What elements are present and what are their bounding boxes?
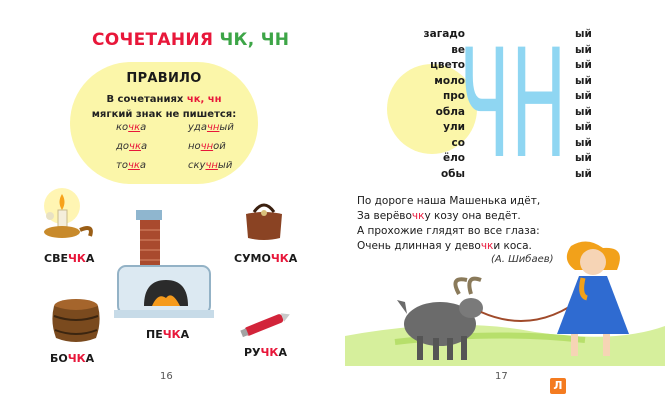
word-parts-column xyxy=(405,28,465,183)
example-left: дочка xyxy=(116,141,148,152)
example-left: кочка xyxy=(116,122,147,133)
title-combo: ЧК, ЧН xyxy=(219,30,290,50)
big-letters-chn xyxy=(455,28,571,168)
example-left: точка xyxy=(116,160,147,171)
page-title xyxy=(92,30,289,50)
word-bochka: БОЧКА xyxy=(50,352,95,365)
rule-heading: ПРАВИЛО xyxy=(126,71,202,86)
word-ending: ый xyxy=(575,105,592,118)
poem-author: (А. Шибаев) xyxy=(491,254,554,265)
pen-icon xyxy=(236,308,294,346)
word-part: со xyxy=(451,136,465,149)
word-part: обы xyxy=(440,167,465,180)
candle-icon xyxy=(40,186,104,250)
word-part: ве xyxy=(451,43,465,56)
word-sumochka: СУМОЧКА xyxy=(234,252,298,265)
rule-bubble xyxy=(70,62,258,184)
word-part: обла xyxy=(435,105,465,118)
word-svechka: СВЕЧКА xyxy=(44,252,95,265)
word-ending: ый xyxy=(575,28,592,40)
barrel-icon xyxy=(50,298,102,348)
word-ending: ый xyxy=(575,167,592,180)
poem-line: Очень длинная у девочки коса. xyxy=(357,240,532,252)
endings-column xyxy=(575,28,592,183)
rule-line2: мягкий знак не пишется: xyxy=(91,109,237,120)
word-ending: ый xyxy=(575,136,592,149)
word-part: цвето xyxy=(430,59,465,71)
goat-girl-illustration xyxy=(335,236,670,370)
word-part: ёло xyxy=(442,152,465,164)
litres-logo-icon: Л xyxy=(550,378,566,394)
word-part: моло xyxy=(434,74,465,87)
word-ruchka: РУЧКА xyxy=(244,346,287,359)
example-right: скучный xyxy=(188,160,233,171)
word-ending: ый xyxy=(575,152,592,164)
word-pechka: ПЕЧКА xyxy=(146,328,190,341)
rule-line1-prefix: В сочетаниях xyxy=(106,94,184,105)
page-number-left: 16 xyxy=(160,371,173,382)
word-part: загадо xyxy=(423,28,465,40)
poem-line: А прохожие глядят во все глаза: xyxy=(357,225,540,237)
handbag-icon xyxy=(240,196,288,248)
word-ending: ый xyxy=(575,59,592,71)
right-page xyxy=(335,0,670,404)
example-right: ночной xyxy=(188,141,226,152)
poem-line: По дороге наша Машенька идёт, xyxy=(357,195,541,207)
rule-line1-combo: чк, чн xyxy=(186,94,222,105)
title-prefix: СОЧЕТАНИЯ xyxy=(92,30,214,50)
word-part: про xyxy=(443,90,465,102)
word-ending: ый xyxy=(575,121,592,133)
oven-icon xyxy=(114,206,216,328)
word-ending: ый xyxy=(575,74,592,87)
big-letters-text: ЧН xyxy=(459,28,567,164)
word-ending: ый xyxy=(575,43,592,56)
example-right: удачный xyxy=(188,122,234,133)
word-part: ули xyxy=(443,121,465,133)
page-number-right: 17 xyxy=(495,371,508,382)
poem-line: За верёвочку козу она ведёт. xyxy=(357,210,521,222)
rule-text xyxy=(70,92,258,122)
word-ending: ый xyxy=(575,90,592,102)
